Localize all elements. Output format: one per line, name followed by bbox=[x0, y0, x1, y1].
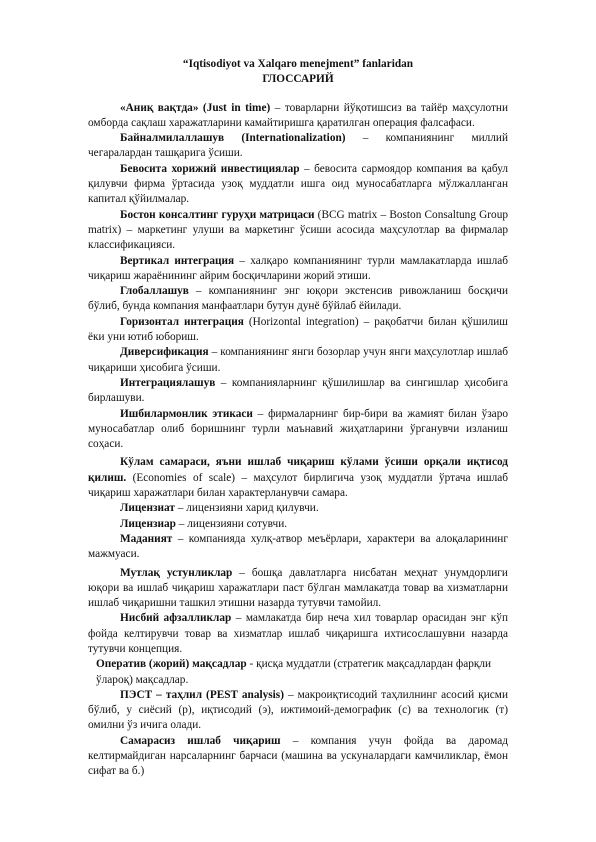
glossary-term: Вертикал интеграция bbox=[120, 254, 235, 267]
glossary-term: Ишбилармонлик этикаси bbox=[120, 407, 253, 420]
glossary-definition: – компанияларнинг қўшилишлар ва сингишлар ҳисобига бирлашуви. bbox=[88, 376, 508, 405]
glossary-list bbox=[88, 101, 508, 780]
glossary-definition: – халқаро компаниянинг турли мамлакатларда ишлаб чиқариш жараёнининг айрим босқичларини жорий этиши. bbox=[88, 254, 508, 282]
glossary-entry bbox=[88, 455, 508, 501]
glossary-definition: – лицензияни харид қилувчи. bbox=[174, 502, 319, 515]
glossary-definition: – бевосита сармоядор компания ва қабул қилувчи фирма ўртасида узоқ муддатли ишга оид муносабатларга мўлжалланган капитал қўйилмалар. bbox=[88, 162, 508, 206]
glossary-entry bbox=[88, 407, 508, 453]
glossary-term: Интеграциялашув bbox=[120, 376, 216, 389]
glossary-definition: (Horizontal integration) – рақобатчи билан қўшилиш ёки уни ютиб юбориш. bbox=[88, 315, 508, 344]
glossary-definition: – макроиқтисодий таҳлилнинг асосий қисми бўлиб, у сиёсий (р), иқтисодий (э), ижтимоий-демографик (с) ва технологик (т) омилни ўз ичига олади. bbox=[88, 688, 508, 732]
glossary-definition: – фирмаларнинг бир-бири ва жамият билан ўзаро муносабатлар олиб боришнинг турли маънавий жиҳатларини ўрганувчи изланиш соҳаси. bbox=[88, 407, 508, 451]
glossary-definition: – компаниянинг энг юқори экстенсив ривожланиш босқичи бўлиб, бунда компания манфаатлари бутун дунё бўйлаб ёйилади. bbox=[88, 285, 508, 313]
glossary-entry bbox=[88, 345, 508, 376]
glossary-entry bbox=[88, 315, 508, 346]
glossary-entry bbox=[88, 101, 508, 132]
glossary-entry bbox=[88, 208, 508, 254]
glossary-term: ПЭСТ – таҳлил (PEST analysis) bbox=[120, 688, 284, 701]
document-page bbox=[88, 57, 508, 780]
glossary-entry bbox=[88, 566, 508, 612]
glossary-term: Диверсификация bbox=[120, 346, 209, 359]
glossary-term: Бостон консалтинг гуруҳи матрицаси bbox=[120, 208, 315, 221]
glossary-definition: (Economies of scale) – маҳсулот бирлигича узоқ муддатли ўртача ишлаб чиқариш харажатлари билан характерланувчи самара. bbox=[88, 471, 508, 500]
glossary-term: Маданият bbox=[120, 532, 173, 545]
glossary-entry bbox=[88, 611, 508, 657]
glossary-entry bbox=[88, 532, 508, 563]
glossary-entry bbox=[88, 254, 508, 285]
glossary-term: Байналмилаллашув (Internationalization) bbox=[120, 132, 346, 145]
glossary-term: Лицензиар bbox=[120, 517, 176, 530]
glossary-term: Нисбий афзалликлар bbox=[120, 612, 232, 625]
glossary-term: Мутлақ устунликлар bbox=[120, 566, 233, 579]
glossary-definition: – компаниянинг янги бозорлар учун янги маҳсулотлар ишлаб чиқариши ҳисобига ўсиши. bbox=[88, 346, 508, 374]
glossary-entry bbox=[88, 501, 508, 516]
glossary-entry bbox=[88, 688, 508, 734]
glossary-term: Глобаллашув bbox=[120, 285, 189, 298]
glossary-term: Горизонтал интеграция bbox=[120, 315, 244, 328]
glossary-definition: – мамлакатда бир неча хил товарлар орасидан энг кўп фойда келтирувчи товар ва хизматлар ишлаб чиқаришга ихтисослашувни назарда тутувчи концепция. bbox=[88, 612, 508, 655]
glossary-term: Кўлам самараси, яъни ишлаб чиқариш кўлами ўсиши орқали иқтисод қилиш. bbox=[88, 456, 508, 484]
glossary-definition: – лицензияни сотувчи. bbox=[175, 517, 288, 530]
glossary-definition: – компанияда хулқ-атвор меъёрлари, характери ва алоқаларининг мажмуаси. bbox=[88, 532, 508, 561]
glossary-entry bbox=[88, 376, 508, 407]
glossary-entry bbox=[88, 657, 508, 688]
glossary-entry bbox=[88, 734, 508, 780]
glossary-definition: – компаниянинг миллий чегаралардан ташқарига ўсиши. bbox=[88, 132, 509, 160]
glossary-term: Оператив (жорий) мақсадлар bbox=[96, 658, 247, 671]
glossary-term: Бевосита хорижий инвестициялар bbox=[120, 162, 300, 175]
glossary-term: «Аниқ вақтда» (Just in time) bbox=[120, 101, 271, 114]
glossary-definition: – бошқа давлатларга нисбатан меҳнат унумдорлиги юқори ва ишлаб чиқариш харажатлари паст бўлган мамлакатда товар ва хизматларни ишлаб чиқаришни ташкил этишни назарда тутувчи тамойил. bbox=[88, 566, 508, 610]
glossary-heading: ГЛОССАРИЙ bbox=[262, 73, 334, 86]
document-title: “Iqtisodiyot va Xalqaro menejment” fanlaridan bbox=[182, 58, 414, 70]
glossary-definition: – компания учун фойда ва даромад келтирмайдиган нарсаларнинг барчаси (машина ва ускуналардаги камчиликлар, ёмон сифат ва б.) bbox=[88, 734, 508, 778]
glossary-entry bbox=[88, 517, 508, 532]
glossary-entry bbox=[88, 162, 508, 208]
glossary-definition: (BCG matrix – Boston Consaltung Group matrix) – маркетинг улуши ва маркетинг ўсиши асосида маҳсулотлар ва фирмалар классификацияси. bbox=[88, 208, 509, 252]
glossary-definition: – товарларни йўқотишсиз ва тайёр маҳсулотни омборда сақлаш харажатларини камайтиришга қаратилган операция фалсафаси. bbox=[88, 101, 508, 129]
glossary-entry bbox=[88, 131, 508, 162]
glossary-entry bbox=[88, 284, 508, 315]
glossary-term: Лицензиат bbox=[120, 502, 175, 515]
glossary-term: Самарасиз ишлаб чиқариш bbox=[120, 734, 281, 747]
glossary-definition: - қисқа муддатли (стратегик мақсадлардан фарқли ўлароқ) мақсадлар. bbox=[96, 658, 492, 686]
